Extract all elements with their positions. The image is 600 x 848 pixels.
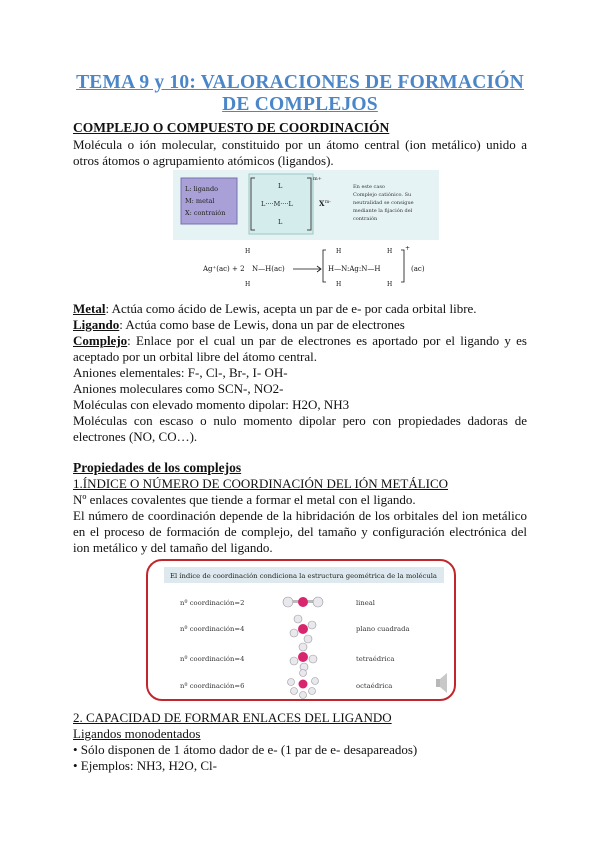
eq-h-3: H — [336, 248, 342, 255]
eq-h-1: H — [245, 248, 251, 255]
row-1-shape: lineal — [356, 599, 375, 607]
ligando-text: : Actúa como base de Lewis, dona un par de electrones — [119, 317, 405, 332]
counter-ion: X — [319, 199, 325, 208]
row-3-label: nº coordinación=4 — [180, 655, 245, 663]
ligando-label: Ligando — [73, 317, 120, 332]
def-line-3: Moléculas con elevado momento dipolar: H2O, NH3 — [73, 397, 350, 412]
complex-diagram — [173, 170, 439, 288]
section-capacidad — [73, 710, 527, 774]
subheading-monodentados: Ligandos monodentados — [73, 726, 201, 741]
eq-h-2: H — [245, 281, 251, 288]
eq-arrow — [293, 266, 321, 272]
def-complejo — [73, 333, 527, 365]
complex-row: L····M····L — [261, 200, 293, 208]
coordination-diagram — [148, 561, 454, 699]
heading-propiedades: Propiedades de los complejos — [73, 460, 242, 475]
eq-h-6: H — [387, 281, 393, 288]
note-line-5: contraión — [353, 216, 378, 222]
def-line-1: Aniones elementales: F-, Cl-, Br-, I- OH- — [73, 365, 288, 380]
legend-contraion: X: contraión — [185, 209, 226, 217]
complejo-label: Complejo — [73, 333, 128, 348]
eq-h-4: H — [387, 248, 393, 255]
eq-plus: + — [405, 245, 411, 252]
complex-charge: m+ — [313, 176, 322, 182]
heading-complejo: COMPLEJO O COMPUESTO DE COORDINACIÓN — [73, 120, 390, 135]
note-line-4: mediante la fijación del — [353, 208, 413, 214]
molecule-octaedrica — [288, 670, 319, 699]
eq-mid: N—H(ac) — [252, 265, 285, 273]
row-4-shape: octaédrica — [356, 682, 393, 690]
eq-center: H—N:Ag:N—H — [328, 265, 381, 273]
legend-metal: M: metal — [185, 197, 215, 205]
complex-figure — [173, 170, 439, 288]
molecule-plano-cuadrada — [290, 615, 316, 643]
speaker-icon[interactable] — [436, 673, 447, 693]
def-line-4: Moléculas con escaso o nulo momento dipolar pero con propiedades dadoras de electrones (NO, CO…). — [73, 413, 527, 444]
note-line-1: En este caso — [353, 184, 385, 190]
definitions — [73, 301, 527, 445]
row-1-label: nº coordinación=2 — [180, 599, 245, 607]
note-line-2: Complejo catiónico. Su — [353, 192, 412, 198]
section-complejo — [73, 120, 527, 169]
metal-text: : Actúa como ácido de Lewis, acepta un par de e- por cada orbital libre. — [105, 301, 477, 316]
paragraph-numero: El número de coordinación depende de la hibridación de los orbitales del ion metálico en el proceso de formación de complejo, del tamaño y configuración electrónica del ion metálico y del tamaño del ligando. — [73, 508, 527, 555]
row-2-label: nº coordinación=4 — [180, 625, 245, 633]
title-line-2: DE COMPLEJOS — [222, 94, 378, 115]
molecule-tetraedrica — [290, 643, 317, 671]
complex-L-top: L — [278, 182, 283, 190]
subheading-capacidad: 2. CAPACIDAD DE FORMAR ENLACES DEL LIGANDO — [73, 710, 392, 725]
note-line-3: neutralidad se consigue — [353, 200, 414, 206]
coordination-figure — [146, 559, 456, 701]
row-4-label: nº coordinación=6 — [180, 682, 245, 690]
complex-L-bottom: L — [278, 218, 283, 226]
bullet-2: • Ejemplos: NH3, H2O, Cl- — [73, 758, 217, 773]
eq-right: (ac) — [411, 265, 425, 273]
def-metal — [73, 301, 527, 317]
bullet-1: • Sólo disponen de 1 átomo dador de e- (1 par de e- desapareados) — [73, 742, 418, 757]
page-title — [60, 72, 540, 116]
paragraph-enlaces: Nº enlaces covalentes que tiende a formar el metal con el ligando. — [73, 492, 416, 507]
row-2-shape: plano cuadrada — [356, 625, 410, 633]
subheading-indice: 1.ÍNDICE O NÚMERO DE COORDINACIÓN DEL IÓN METÁLICO — [73, 476, 449, 491]
complejo-text: : Enlace por el cual un par de electrones es aportado por el ligando y es aceptado por un orbital libre del átomo central. — [73, 333, 527, 364]
section-propiedades — [73, 460, 527, 556]
def-ligando — [73, 317, 527, 333]
row-3-shape: tetraédrica — [356, 655, 395, 663]
eq-h-5: H — [336, 281, 342, 288]
metal-label: Metal — [73, 301, 106, 316]
molecule-lineal — [283, 597, 323, 607]
eq-left: Ag⁺(ac) + 2 — [203, 265, 245, 273]
counter-ion-charge: m- — [325, 200, 331, 205]
figure2-header: El índice de coordinación condiciona la estructura geométrica de la molécula — [170, 572, 437, 580]
title-line-1: TEMA 9 y 10: VALORACIONES DE FORMACIÓN — [76, 72, 524, 93]
def-line-2: Aniones moleculares como SCN-, NO2- — [73, 381, 284, 396]
legend-ligando: L: ligando — [185, 185, 219, 193]
intro-paragraph: Molécula o ión molecular, constituido por un átomo central (ion metálico) unido a otros átomos o agrupamiento atómicos (ligandos). — [73, 137, 527, 168]
